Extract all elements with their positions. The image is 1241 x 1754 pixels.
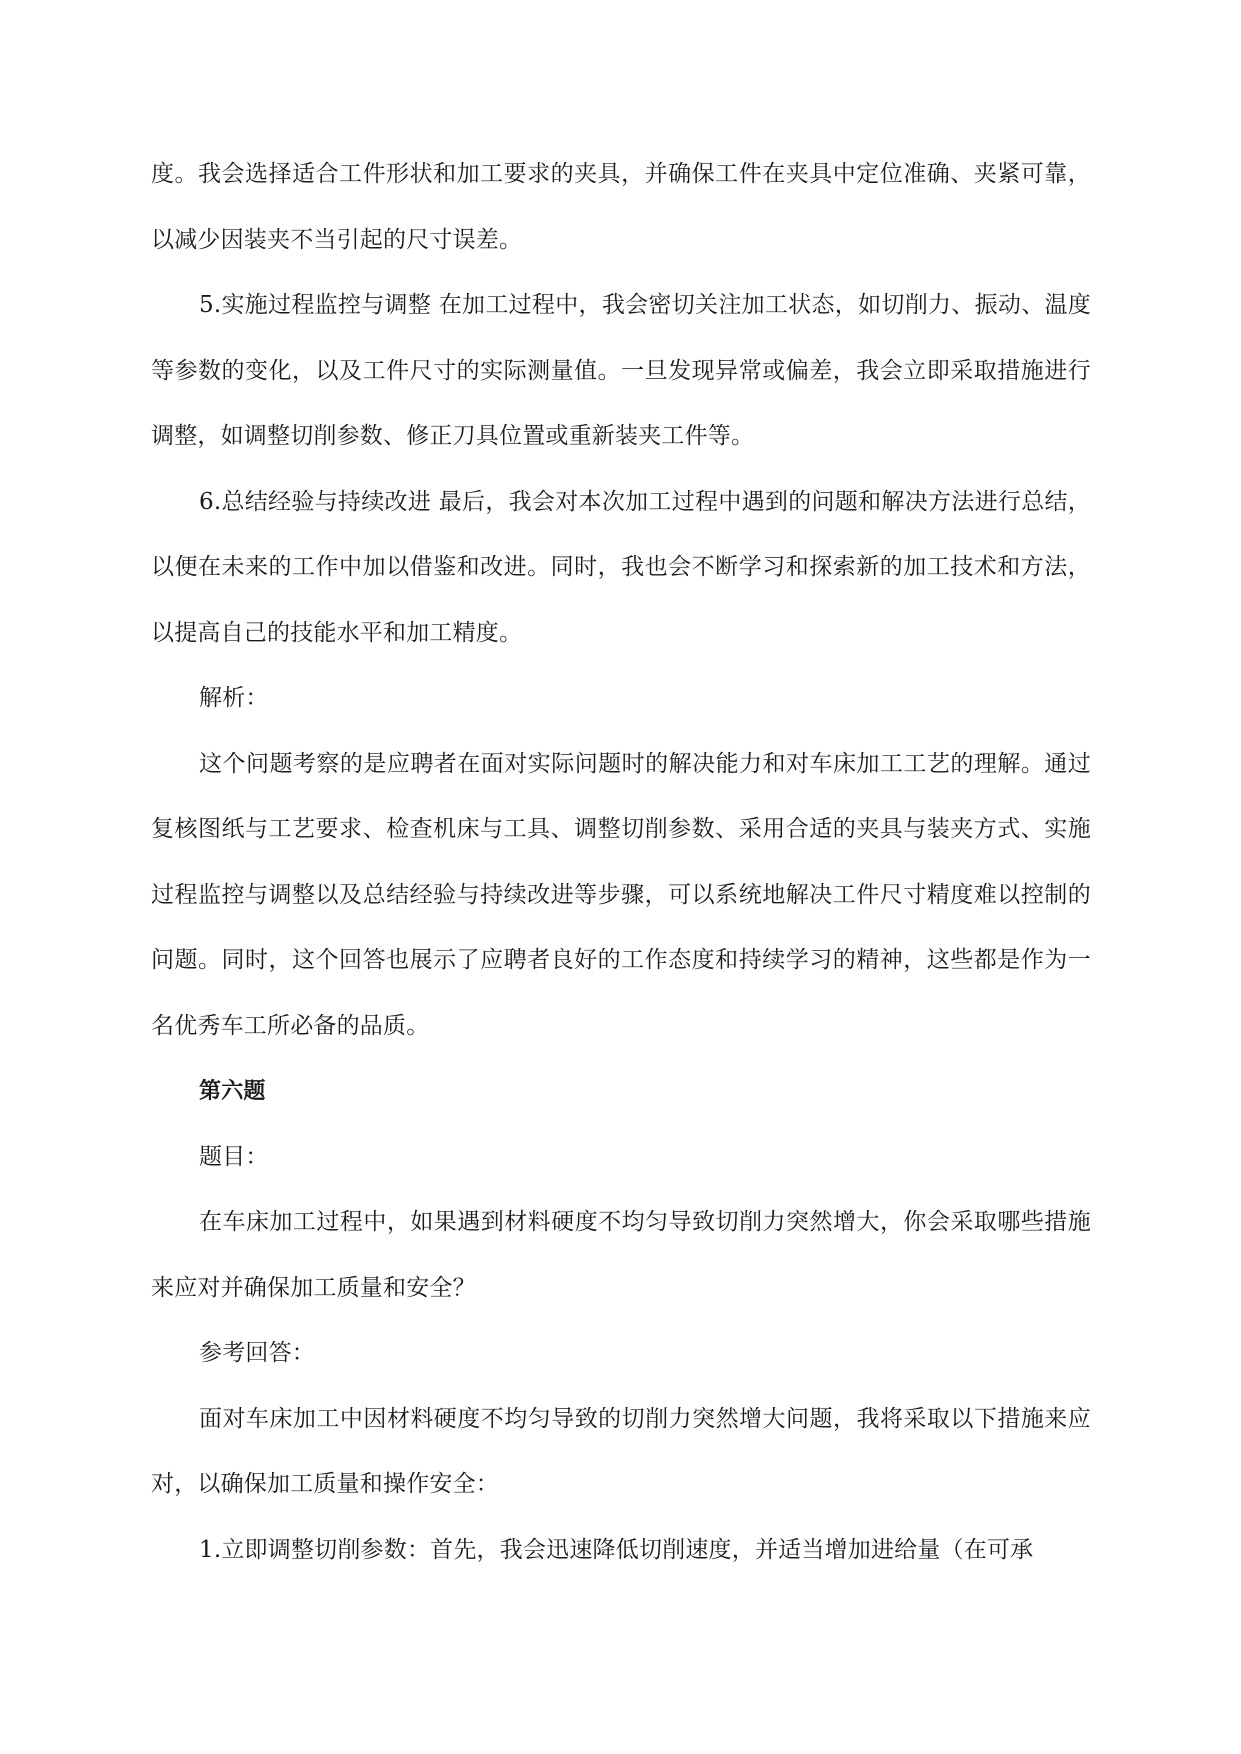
- document-body: [151, 142, 1091, 1583]
- reference-answer-label: 参考回答：: [199, 1340, 315, 1366]
- question-label: 题目：: [199, 1143, 269, 1170]
- paragraph-step-6-summary-improvement: 6.总结经验与持续改进 最后，我会对本次加工过程中遇到的问题和解决方法进行总结，以便在未来的工作中加以借鉴和改进。同时，我也会不断学习和探索新的加工技术和方法，以提高自己的技能水平和加工精度。: [151, 488, 1091, 646]
- paragraph-analysis: 这个问题考察的是应聘者在面对实际问题时的解决能力和对车床加工工艺的理解。通过复核图纸与工艺要求、检查机床与工具、调整切削参数、采用合适的夹具与装夹方式、实施过程监控与调整以及总结经验与持续改进等步骤，可以系统地解决工件尺寸精度难以控制的问题。同时，这个回答也展示了应聘者良好的工作态度和持续学习的精神，这些都是作为一名优秀车工所必备的品质。: [151, 750, 1091, 1039]
- paragraph-answer-intro: 面对车床加工中因材料硬度不均匀导致的切削力突然增大问题，我将采取以下措施来应对，以确保加工质量和操作安全：: [151, 1405, 1091, 1497]
- paragraph-step-1-adjust-cutting: 1.立即调整切削参数：首先，我会迅速降低切削速度，并适当增加进给量（在可承: [199, 1536, 1034, 1563]
- paragraph-step-5-process-monitoring: 5.实施过程监控与调整 在加工过程中，我会密切关注加工状态，如切削力、振动、温度等参数的变化，以及工件尺寸的实际测量值。一旦发现异常或偏差，我会立即采取措施进行调整，如调整切削参数、修正刀具位置或重新装夹工件等。: [151, 292, 1091, 449]
- analysis-label: 解析：: [199, 685, 269, 711]
- question-6-heading: 第六题: [199, 1079, 266, 1104]
- paragraph-fixture-continuation: 度。我会选择适合工件形状和加工要求的夹具，并确保工件在夹具中定位准确、夹紧可靠，以减少因装夹不当引起的尺寸误差。: [151, 161, 1091, 253]
- paragraph-question-6: 在车床加工过程中，如果遇到材料硬度不均匀导致切削力突然增大，你会采取哪些措施来应对并确保加工质量和安全？: [151, 1209, 1091, 1301]
